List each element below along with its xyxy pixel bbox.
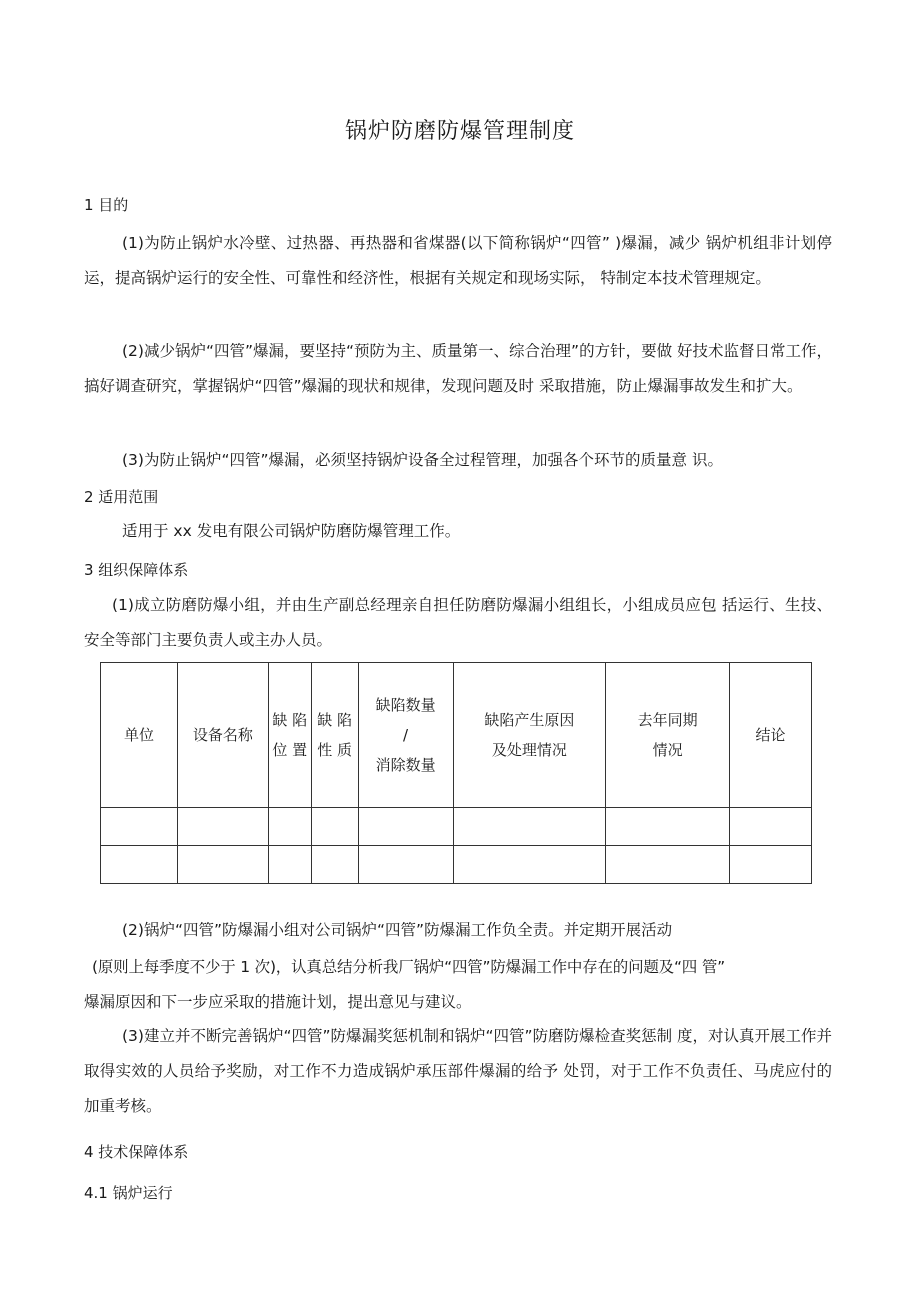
section-1-paragraph-1: (1)为防止锅炉水冷壁、过热器、再热器和省煤器(以下简称锅炉“四管” )爆漏，减少 锅炉机组非计划停运，提高锅炉运行的安全性、可靠性和经济性，根据有关规定和现场实际， 特制定本技术管理规定。 (84, 234, 832, 287)
col-defect-position: 缺 陷 位 置 (268, 663, 311, 808)
section-3-paragraph-2-line-3: 爆漏原因和下一步应采取的措施计划，提出意见与建议。 (84, 993, 472, 1011)
col-device-name: 设备名称 (177, 663, 268, 808)
section-1-paragraph-2: (2)减少锅炉“四管”爆漏，要坚持“预防为主、质量第一、综合治理”的方针，要做 好技术监督日常工作，搞好调查研究，掌握锅炉“四管”爆漏的现状和规律，发现问题及时 采取措施，防止爆漏事故发生和扩大。 (84, 342, 833, 395)
col-defect-cause: 缺陷产生原因 及处理情况 (453, 663, 606, 808)
section-3-paragraph-2-line-1: (2)锅炉“四管”防爆漏小组对公司锅炉“四管”防爆漏工作负全责。并定期开展活动 (122, 921, 673, 939)
section-1-heading: 1 目的 (84, 196, 129, 214)
section-3-paragraph-3: (3)建立并不断完善锅炉“四管”防爆漏奖惩机制和锅炉“四管”防磨防爆检查奖惩制 度，对认真开展工作并取得实效的人员给予奖励，对工作不力造成锅炉承压部件爆漏的给予 处罚，对于工作不负责任、马虎应付的加重考核。 (84, 1027, 833, 1115)
section-3-paragraph-1: (1)成立防磨防爆小组，并由生产副总经理亲自担任防磨防爆漏小组组长，小组成员应包 括运行、生技、安全等部门主要负责人或主办人员。 (84, 596, 832, 649)
col-defect-quantity: 缺陷数量 / 消除数量 (358, 663, 453, 808)
table-row (101, 808, 812, 846)
section-4-heading: 4 技术保障体系 (84, 1143, 189, 1161)
section-3-heading: 3 组织保障体系 (84, 561, 189, 579)
section-2-heading: 2 适用范围 (84, 488, 159, 506)
section-1-paragraph-3: (3)为防止锅炉“四管”爆漏，必须坚持锅炉设备全过程管理，加强各个环节的质量意 识。 (122, 451, 723, 469)
defect-table (100, 662, 812, 884)
col-defect-nature: 缺 陷 性 质 (311, 663, 358, 808)
col-previous-year: 去年同期 情况 (606, 663, 730, 808)
section-2-paragraph-1: 适用于 xx 发电有限公司锅炉防磨防爆管理工作。 (122, 522, 461, 540)
table-row (101, 846, 812, 884)
col-conclusion: 结论 (730, 663, 812, 808)
section-3-paragraph-2-line-2: (原则上每季度不少于 1 次)，认真总结分析我厂锅炉“四管”防爆漏工作中存在的问题及“四 管” (92, 958, 725, 976)
table-header-row (101, 663, 812, 808)
page-title: 锅炉防磨防爆管理制度 (344, 119, 575, 144)
section-4-1-heading: 4.1 锅炉运行 (84, 1184, 173, 1202)
col-unit: 单位 (101, 663, 178, 808)
